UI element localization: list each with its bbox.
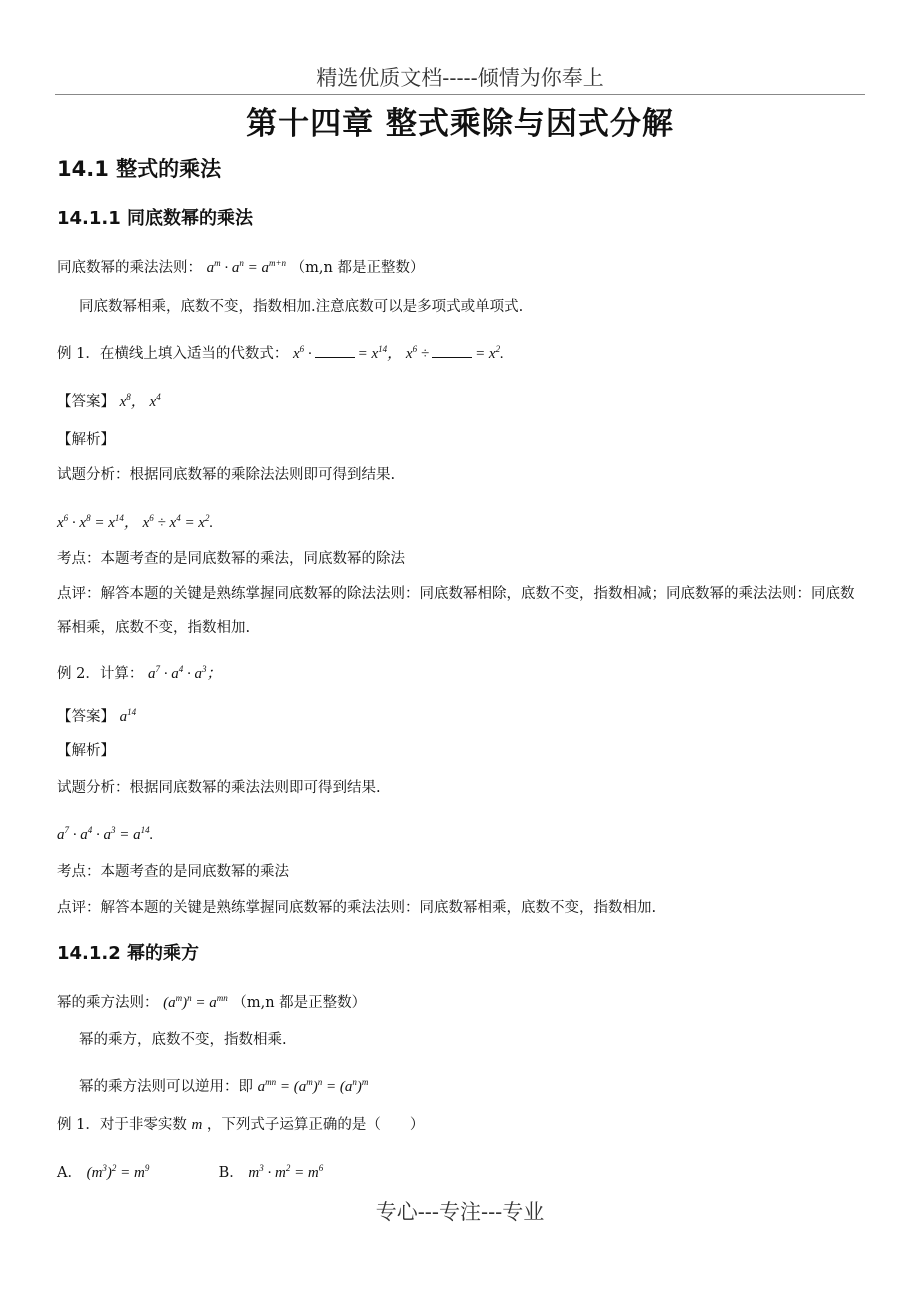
example3-line — [57, 1115, 424, 1135]
rule2-condition: （m,n 都是正整数） — [232, 995, 367, 1011]
example1-solution — [57, 508, 213, 533]
rule2-reverse-line — [79, 1072, 368, 1097]
example3-options — [57, 1158, 323, 1183]
option-b-formula: $m^3 \cdot m^2 = m^6$ — [248, 1163, 324, 1181]
example2-formula: $a^7 \cdot a^4 \cdot a^3$； — [147, 664, 222, 682]
example2-answer — [57, 702, 136, 727]
rule2-formula: $(a^m)^n = a^{mn}$ — [163, 993, 228, 1011]
rule1-label: 同底数幂的乘法法则： — [57, 260, 202, 276]
example1-kaodian: 考点：本题考查的是同底数幂的乘法，同底数幂的除法 — [57, 551, 405, 567]
rule2-description: 幂的乘方，底数不变，指数相乘. — [79, 1032, 287, 1048]
page-header: 精选优质文档-----倾情为你奉上 — [316, 66, 604, 90]
example2-kaodian: 考点：本题考查的是同底数幂的乘法 — [57, 864, 289, 880]
header-rule — [55, 94, 865, 95]
rule1-formula: $a^m \cdot a^n = a^{m+n}$ — [206, 258, 287, 276]
example2-line — [57, 659, 221, 684]
example1-dianping: 点评：解答本题的关键是熟练掌握同底数幂的除法法则：同底数幂相除，底数不变，指数相减；同底数幂的乘法法则：同底数幂相乘，底数不变，指数相加. — [57, 586, 855, 636]
rule1-condition: （m,n 都是正整数） — [290, 260, 425, 276]
page-footer: 专心---专注---专业 — [375, 1200, 545, 1224]
example2-analysis: 试题分析：根据同底数幂的乘法法则即可得到结果. — [57, 780, 381, 796]
rule1-description: 同底数幂相乘，底数不变，指数相加.注意底数可以是多项式或单项式. — [79, 299, 524, 315]
option-a-formula: $(m^3)^2 = m^9$ — [86, 1163, 150, 1181]
example2-label: 例 2．计算： — [57, 666, 144, 682]
example1-answer — [57, 387, 161, 412]
section-heading-14-1-1: 14.1.1 同底数幂的乘法 — [57, 208, 254, 229]
rule2-reverse-label: 幂的乘方法则可以逆用：即 — [79, 1079, 253, 1095]
example1-label: 例 1．在横线上填入适当的代数式： — [57, 346, 289, 362]
rule2-reverse-formula: $a^{mn} = (a^m)^n = (a^n)^m$ — [257, 1077, 369, 1095]
answer-tag: 【答案】 — [57, 394, 115, 410]
rule2-line — [57, 988, 366, 1013]
example1-analysis: 试题分析：根据同底数幂的乘除法法则即可得到结果. — [57, 467, 396, 483]
answer-tag-2: 【答案】 — [57, 709, 115, 725]
option-a-label: A． — [57, 1165, 82, 1181]
example2-answer-formula: $a^{14}$ — [119, 707, 137, 725]
example3-text: ，下列式子运算正确的是（ ） — [206, 1117, 425, 1133]
chapter-title: 第十四章 整式乘除与因式分解 — [246, 106, 674, 142]
example2-solution-formula: $a^7 \cdot a^4 \cdot a^3 = a^{14}$. — [57, 825, 154, 843]
example1-formula: $x^6$ · = $x^{14}$， $x^6$ ÷ = $x^2$. — [292, 344, 504, 362]
example1-answer-formula: $x^8$， $x^4$ — [119, 392, 161, 410]
section-heading-14-1-2: 14.1.2 幂的乘方 — [57, 943, 200, 964]
rule2-label: 幂的乘方法则： — [57, 995, 159, 1011]
example2-analysis-tag: 【解析】 — [57, 743, 115, 759]
example1-solution-formula: $x^6 \cdot x^8 = x^{14}$， $x^6 \div x^4 = x^2$. — [57, 513, 214, 531]
example2-dianping: 点评：解答本题的关键是熟练掌握同底数幂的乘法法则：同底数幂相乘，底数不变，指数相加. — [57, 900, 657, 916]
example1-analysis-tag: 【解析】 — [57, 432, 115, 448]
example2-solution — [57, 820, 153, 845]
example3-label: 例 1．对于非零实数 — [57, 1117, 187, 1133]
option-b-label: B． — [218, 1165, 244, 1181]
rule1-line — [57, 253, 424, 278]
example1-line — [57, 339, 504, 364]
section-heading-14-1: 14.1 整式的乘法 — [57, 157, 222, 181]
example3-var: m — [191, 1117, 203, 1133]
